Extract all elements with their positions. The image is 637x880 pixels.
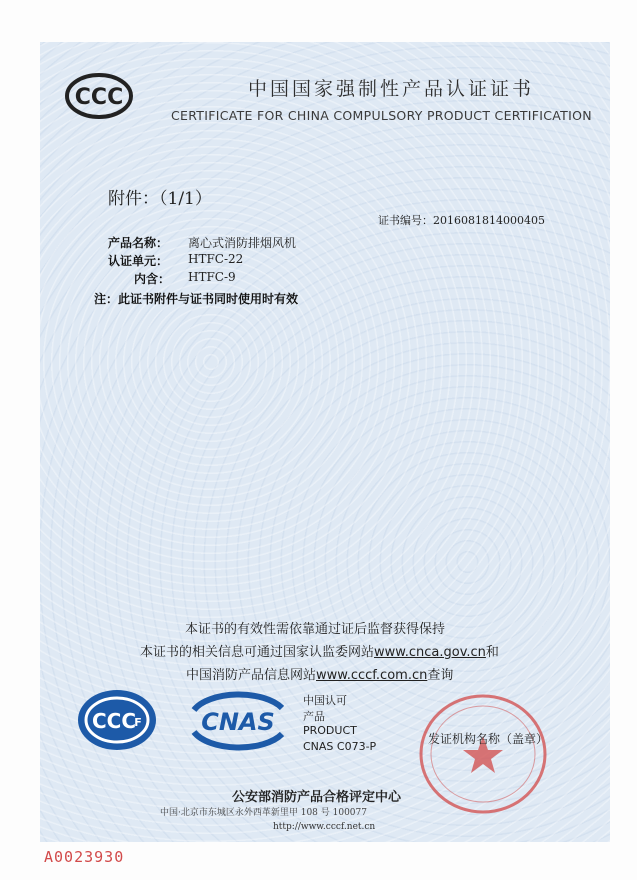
validity-line-2-suffix: 和 <box>485 645 499 660</box>
validity-line-3 <box>186 664 453 683</box>
validity-line-3-suffix: 查询 <box>427 668 454 683</box>
issuer-website[interactable]: http://www.cccf.net.cn <box>273 822 376 832</box>
issuer-name: 公安部消防产品合格评定中心 <box>232 790 402 805</box>
validity-line-2-prefix: 本证书的相关信息可通过国家认监委网站 <box>140 645 375 660</box>
ccc-logo <box>64 72 134 120</box>
attachment-label: 附件：（1/1） <box>108 189 212 209</box>
accreditation-line-4: CNAS C073-P <box>303 740 377 753</box>
cccf-link[interactable]: www.cccf.com.cn <box>316 668 428 683</box>
contains-label: 内含： <box>134 272 171 286</box>
product-name-label: 产品名称： <box>108 236 169 250</box>
official-red-seal <box>414 690 552 818</box>
accreditation-line-2: 产品 <box>303 710 325 723</box>
contains-value: HTFC-9 <box>188 270 236 284</box>
cnca-link[interactable]: www.cnca.gov.cn <box>374 645 486 660</box>
cnas-logo-text: CNAS <box>201 708 275 736</box>
serial-number: A0023930 <box>44 848 125 866</box>
accreditation-line-1: 中国认可 <box>303 694 347 707</box>
ccc-f-logo-sub: F <box>134 716 142 729</box>
product-name-value: 离心式消防排烟风机 <box>188 236 297 250</box>
cert-unit-value: HTFC-22 <box>188 252 244 266</box>
certificate-title-cn: 中国国家强制性产品认证证书 <box>248 78 535 100</box>
accreditation-line-3: PRODUCT <box>303 724 357 737</box>
validity-line-3-prefix: 中国消防产品信息网站 <box>186 668 317 683</box>
issuer-stamp-label: 发证机构名称（盖章） <box>428 732 549 746</box>
ccc-f-logo <box>76 688 158 752</box>
validity-line-2 <box>140 641 499 660</box>
validity-line-1: 本证书的有效性需依靠通过证后监督获得保持 <box>185 622 446 637</box>
validity-note: 注：此证书附件与证书同时使用时有效 <box>94 292 299 306</box>
cnas-logo <box>186 688 290 752</box>
ccc-f-logo-text: CCC <box>91 709 137 733</box>
ccc-logo-text: CCC <box>74 85 124 110</box>
issuer-address: 中国·北京市东城区永外西革新里甲 108 号 100077 <box>160 808 367 818</box>
certificate-number: 证书编号：2016081814000405 <box>378 214 545 227</box>
certificate-title-en: CERTIFICATE FOR CHINA COMPULSORY PRODUCT CERTIFICATION <box>171 108 592 123</box>
cert-unit-label: 认证单元： <box>108 254 169 268</box>
